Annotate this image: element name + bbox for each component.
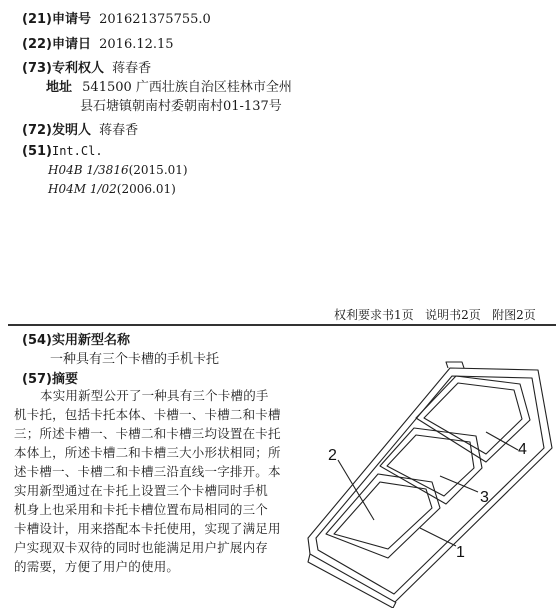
- section-divider: [8, 324, 556, 326]
- utility-model-title-row: [22, 329, 130, 348]
- abstract-line: 机卡托，包括卡托本体、卡槽一、卡槽二和卡槽: [14, 407, 281, 422]
- figure-label-3: 3: [480, 489, 489, 506]
- abstract-line: 本实用新型公开了一种具有三个卡槽的手: [40, 388, 269, 403]
- field-code: (73): [22, 61, 52, 76]
- address-line-1: 541500 广西壮族自治区桂林市全州: [82, 80, 292, 95]
- sim-tray-drawing: [290, 358, 560, 608]
- leader-line-2: [338, 460, 374, 520]
- ipc-date: (2015.01): [128, 163, 188, 177]
- tray-notch: [446, 362, 464, 368]
- application-number: 201621375755.0: [99, 12, 211, 27]
- field-code: (57): [22, 372, 52, 387]
- abstract-line: 实用新型通过在卡托上设置三个卡槽同时手机: [14, 483, 269, 498]
- abstract-line: 本体上，所述卡槽二和卡槽三大小形状相同；所: [14, 445, 281, 460]
- field-label: 摘要: [51, 372, 78, 387]
- abstract-line: 卡槽设计，用来搭配本卡托使用，实现了满足用: [14, 521, 281, 536]
- page-counts: 权利要求书1页 说明书2页 附图2页: [334, 308, 536, 322]
- inventor-row: [22, 119, 138, 138]
- slot-3-outline: [380, 428, 482, 504]
- field-code: (54): [22, 333, 52, 348]
- abstract-line: 述卡槽一、卡槽二和卡槽三沿直线一字排开。本: [14, 464, 281, 479]
- inventor-name: 蒋春香: [99, 123, 139, 138]
- address-row: [46, 76, 292, 95]
- field-label: 申请日: [51, 37, 91, 52]
- field-label: 实用新型名称: [51, 333, 130, 348]
- field-label: 发明人: [51, 123, 91, 138]
- field-label: Int.Cl.: [51, 144, 103, 158]
- field-code: (72): [22, 123, 52, 138]
- figure-label-1: 1: [456, 544, 465, 561]
- int-cl-entry: [48, 163, 188, 177]
- patentee-row: [22, 57, 151, 76]
- leader-line-1: [420, 528, 456, 546]
- application-number-row: [22, 8, 211, 27]
- patentee-name: 蒋春香: [112, 61, 152, 76]
- abstract-line: 的需要，方便了用户的使用。: [14, 559, 180, 574]
- tray-lip: [308, 554, 396, 608]
- abstract-heading: [22, 368, 78, 387]
- field-label: 专利权人: [51, 61, 104, 76]
- figure-label-2: 2: [328, 447, 337, 464]
- utility-model-title: 一种具有三个卡槽的手机卡托: [50, 352, 220, 367]
- abstract-line: 三；所述卡槽一、卡槽二和卡槽三均设置在卡托: [14, 426, 281, 441]
- int-cl-entry: [48, 182, 176, 196]
- application-date-row: [22, 33, 174, 52]
- abstract-line: 机身上也采用和卡托卡槽位置布局相同的三个: [14, 502, 269, 517]
- ipc-class: H04B 1/3816: [48, 163, 129, 177]
- ipc-class: H04M 1/02: [48, 182, 117, 196]
- application-date: 2016.12.15: [99, 37, 174, 52]
- field-label: 申请号: [51, 12, 91, 27]
- ipc-date: (2006.01): [116, 182, 176, 196]
- field-code: (22): [22, 37, 52, 52]
- abstract-line: 户实现双卡双待的同时也能满足用户扩展内存: [14, 540, 269, 555]
- int-cl-row: [22, 144, 103, 159]
- address-line-2: 县石塘镇朝南村委朝南村01-137号: [80, 99, 282, 114]
- field-code: (51): [22, 144, 52, 159]
- slot-2-inner: [334, 482, 432, 549]
- tray-body-rim: [316, 376, 544, 594]
- field-label: 地址: [46, 80, 73, 95]
- figure-label-4: 4: [518, 441, 527, 458]
- field-code: (21): [22, 12, 52, 27]
